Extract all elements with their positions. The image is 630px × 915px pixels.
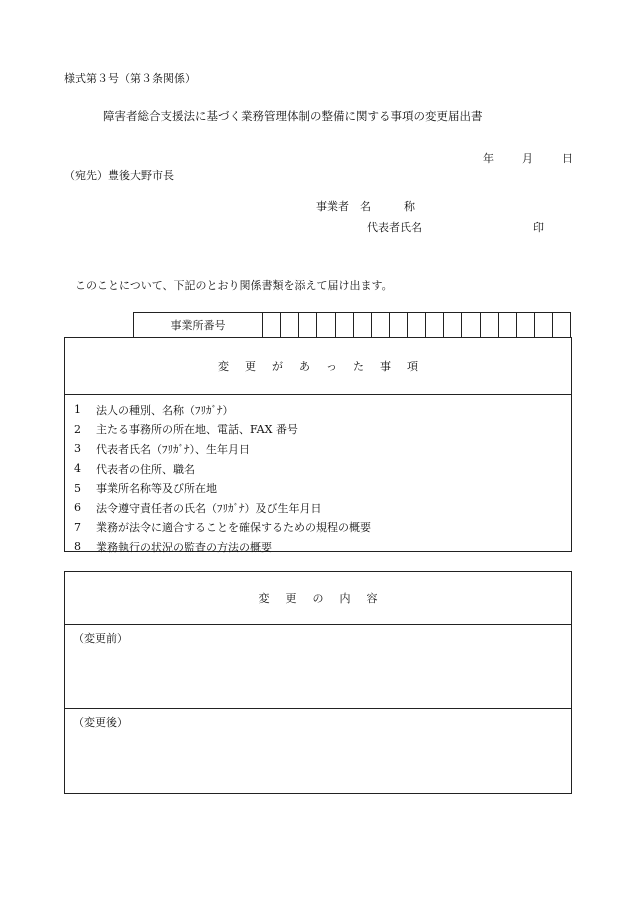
changed-items-table [64, 337, 572, 552]
list-item[interactable] [65, 498, 571, 518]
after-change-label: （変更後） [73, 716, 128, 729]
representative-label: 代表者氏名 [367, 221, 422, 234]
header-char: っ [326, 360, 337, 373]
change-content-table [64, 571, 572, 794]
list-item[interactable] [65, 420, 571, 440]
header-char: 内 [339, 592, 351, 605]
list-item[interactable] [65, 459, 571, 479]
item-number: 1 [74, 403, 81, 417]
header-char: 更 [245, 360, 256, 373]
office-number-digit[interactable] [517, 313, 535, 337]
office-number-label: 事業所番号 [134, 313, 263, 337]
after-change-field[interactable] [65, 709, 571, 794]
item-text: 法令遵守責任者の氏名（ﾌﾘｶﾞﾅ）及び生年月日 [96, 501, 322, 515]
addressee: （宛先）豊後大野市長 [64, 169, 174, 182]
submission-statement: このことについて、下記のとおり関係書類を添えて届け出ます。 [75, 279, 393, 292]
item-text: 代表者氏名（ﾌﾘｶﾞﾅ）、生年月日 [96, 442, 250, 456]
list-item[interactable] [65, 478, 571, 498]
header-char: の [312, 592, 324, 605]
office-number-digit[interactable] [426, 313, 444, 337]
header-char: 事 [380, 360, 391, 373]
office-number-digit[interactable] [462, 313, 480, 337]
before-change-field[interactable] [65, 625, 571, 709]
office-number-digit[interactable] [408, 313, 426, 337]
changed-items-list [65, 395, 571, 557]
document-title: 障害者総合支援法に基づく業務管理体制の整備に関する事項の変更届出書 [103, 109, 483, 123]
item-text: 業務が法令に適合することを確保するための規程の概要 [96, 521, 371, 535]
office-number-digit[interactable] [281, 313, 299, 337]
item-text: 法人の種別、名称（ﾌﾘｶﾞﾅ） [96, 403, 234, 417]
before-change-label: （変更前） [73, 632, 128, 645]
item-number: 7 [74, 520, 81, 534]
date-year: 年 [483, 152, 494, 165]
list-item[interactable] [65, 518, 571, 538]
office-number-digit[interactable] [354, 313, 372, 337]
office-number-digit[interactable] [481, 313, 499, 337]
item-text: 代表者の住所、職名 [96, 462, 195, 476]
office-number-digit[interactable] [553, 313, 570, 337]
business-name-label: 事業者 名 称 [316, 200, 415, 213]
seal-mark: 印 [533, 221, 544, 234]
list-item[interactable] [65, 400, 571, 420]
header-char: 変 [258, 592, 270, 605]
office-number-digit[interactable] [317, 313, 335, 337]
item-number: 3 [74, 442, 81, 456]
office-number-digit[interactable] [444, 313, 462, 337]
item-number: 4 [74, 462, 81, 476]
list-item[interactable] [65, 439, 571, 459]
header-char: 容 [366, 592, 378, 605]
header-char: 更 [285, 592, 297, 605]
header-char: た [353, 360, 364, 373]
office-number-digit[interactable] [372, 313, 390, 337]
item-text: 業務執行の状況の監査の方法の概要 [96, 540, 272, 554]
item-text: 事業所名称等及び所在地 [96, 482, 217, 496]
item-text: 主たる事務所の所在地、電話、FAX 番号 [96, 423, 298, 437]
item-number: 2 [74, 422, 81, 436]
form-number: 様式第３号（第３条関係） [64, 72, 196, 85]
office-number-digit[interactable] [263, 313, 281, 337]
change-content-header [65, 572, 571, 625]
date-day: 日 [562, 152, 573, 165]
office-number-box [133, 312, 571, 338]
office-number-digit[interactable] [299, 313, 317, 337]
office-number-digits [263, 313, 570, 337]
item-number: 8 [74, 540, 81, 554]
header-char: 項 [407, 360, 418, 373]
header-char: 変 [218, 360, 229, 373]
office-number-digit[interactable] [390, 313, 408, 337]
item-number: 6 [74, 501, 81, 515]
office-number-digit[interactable] [535, 313, 553, 337]
date-month: 月 [522, 152, 533, 165]
changed-items-header [65, 338, 571, 395]
list-item[interactable] [65, 537, 571, 557]
header-char: が [272, 360, 283, 373]
header-char: あ [299, 360, 310, 373]
item-number: 5 [74, 481, 81, 495]
office-number-digit[interactable] [336, 313, 354, 337]
office-number-digit[interactable] [499, 313, 517, 337]
